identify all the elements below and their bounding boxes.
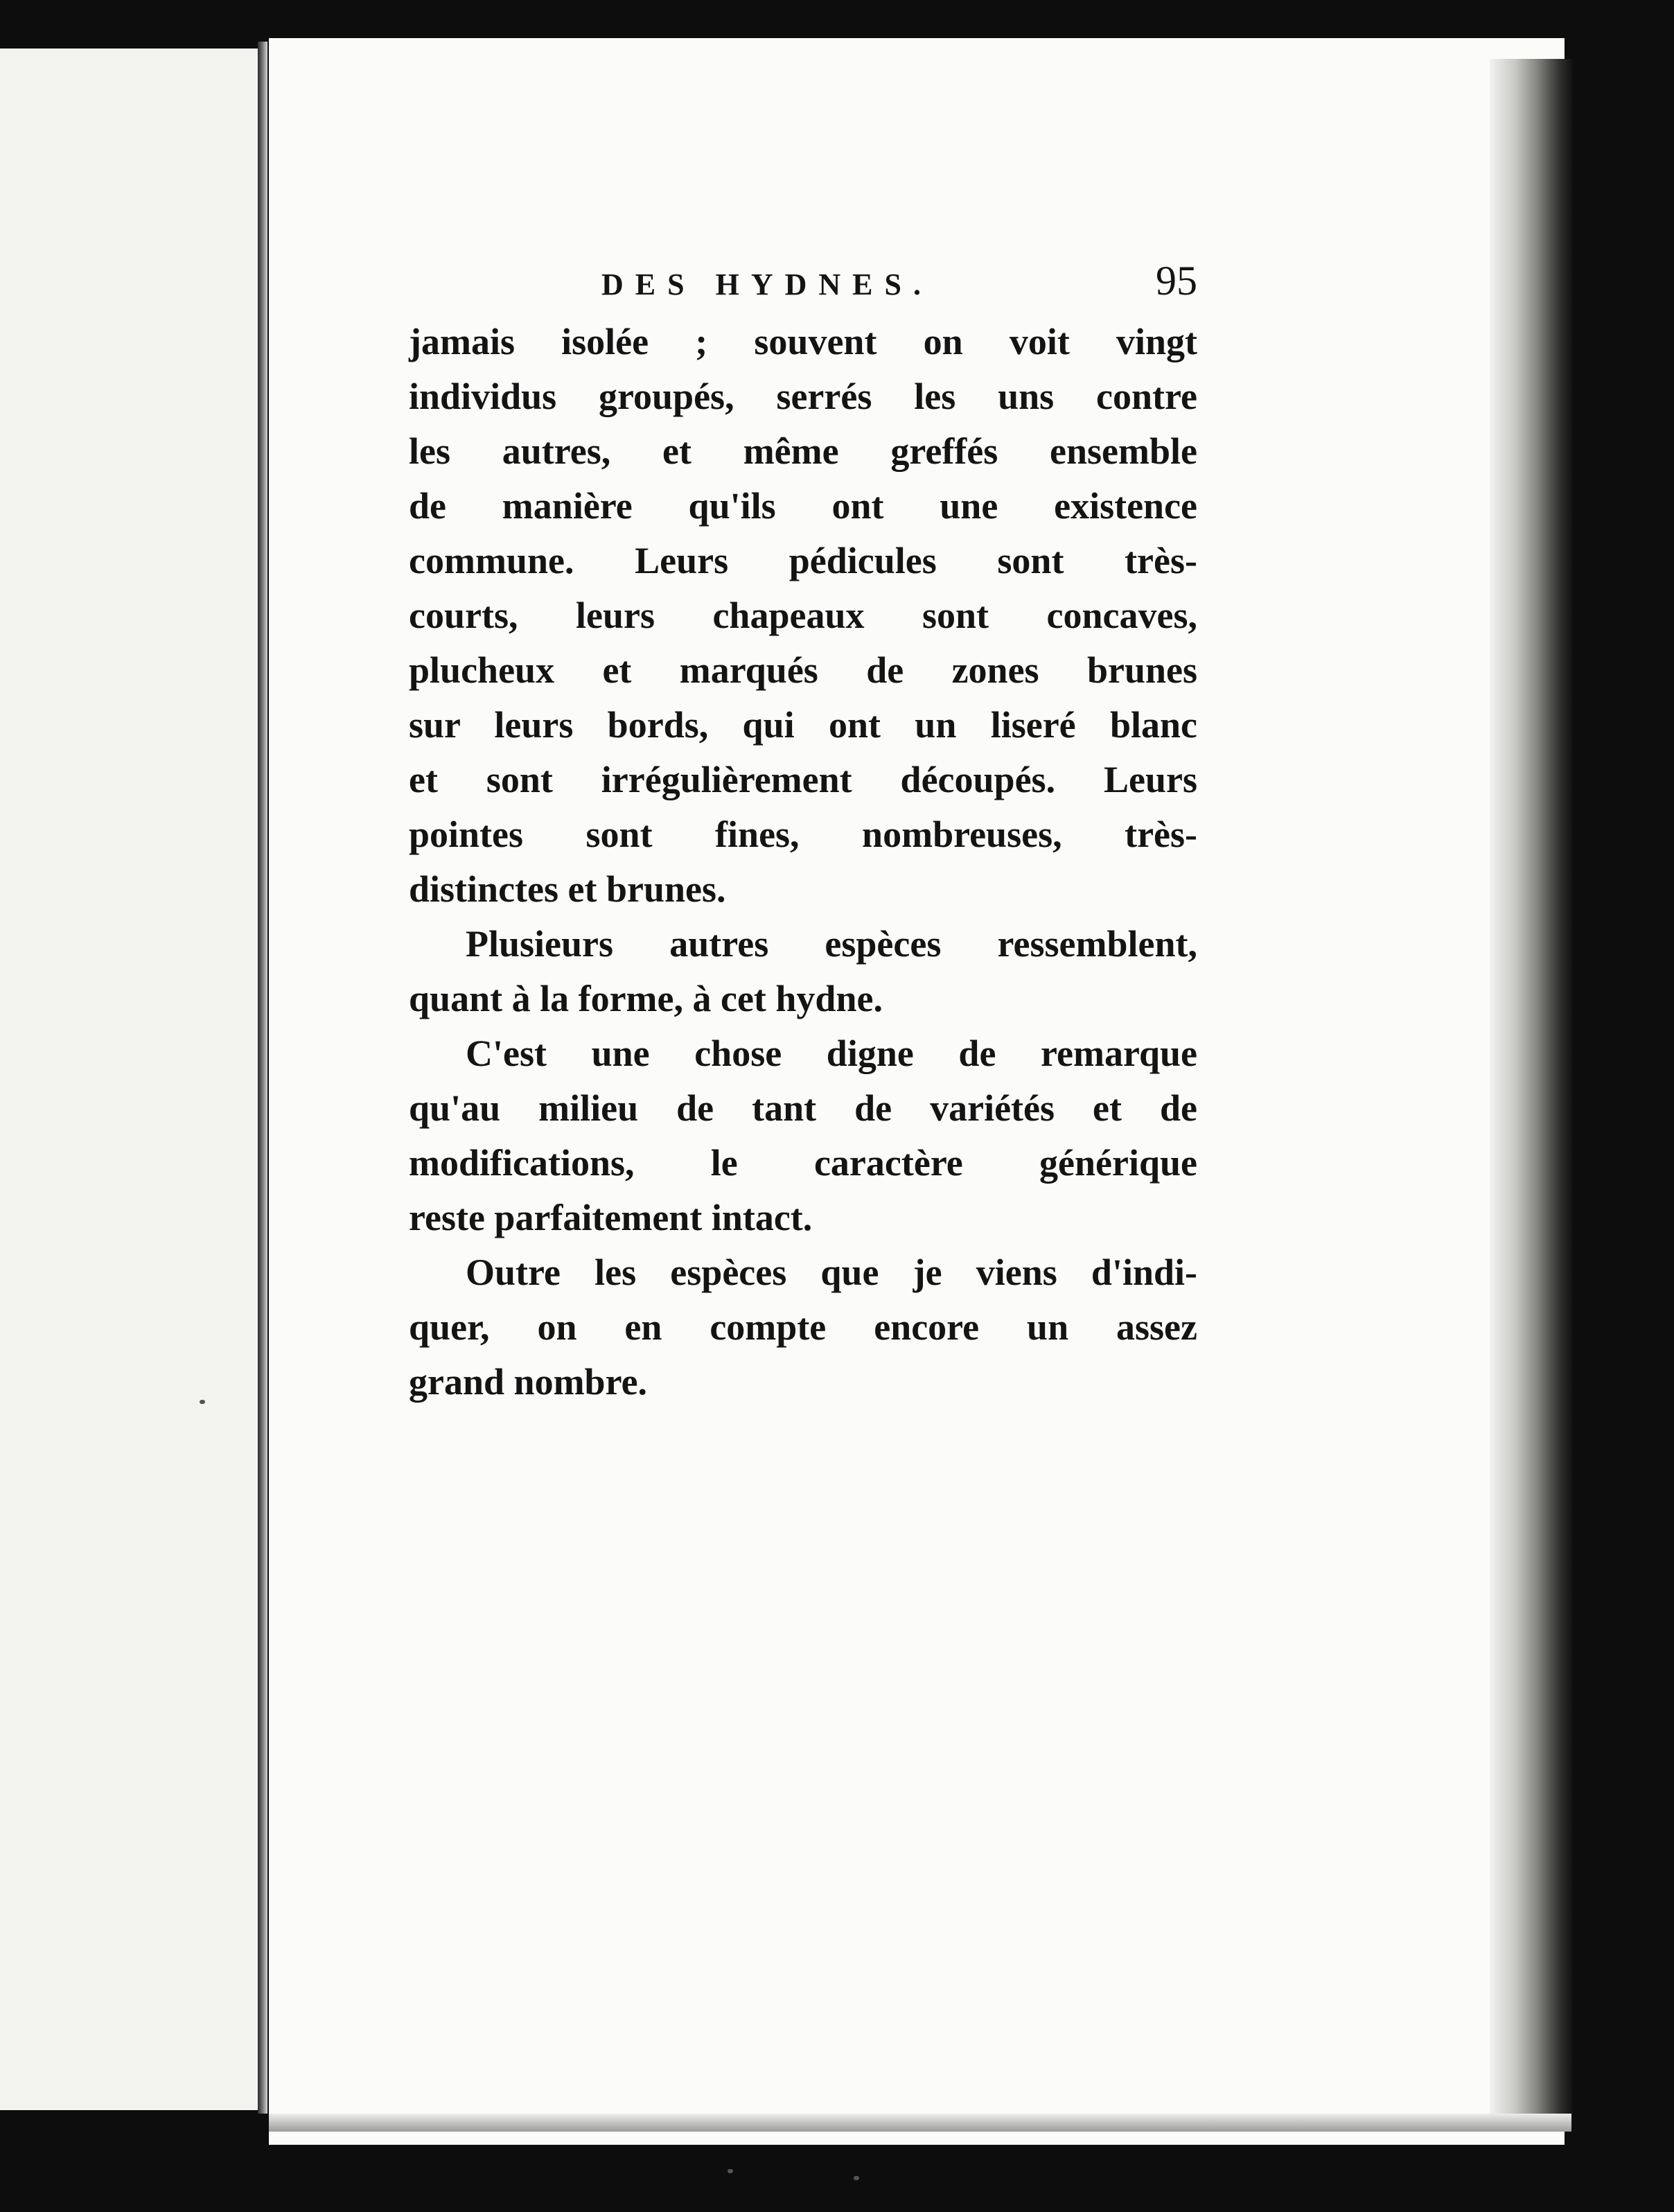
page-edge-shadow bbox=[1490, 59, 1573, 2127]
text-line: plucheux et marqués de zones brunes bbox=[409, 649, 1197, 691]
body-text bbox=[409, 315, 1197, 1410]
text-line: grand nombre. bbox=[409, 1361, 648, 1403]
scan-speck bbox=[728, 2169, 733, 2173]
paragraph-first-line: Plusieurs autres espèces ressemblent, bbox=[466, 923, 1197, 965]
text-line: de manière qu'ils ont une existence bbox=[409, 485, 1197, 527]
book-gutter bbox=[258, 42, 267, 2114]
scan-speck bbox=[854, 2176, 859, 2180]
running-head bbox=[407, 258, 1197, 317]
page-bottom-shadow bbox=[269, 2114, 1571, 2132]
text-line: et sont irrégulièrement découpés. Leurs bbox=[409, 759, 1197, 800]
text-line: modifications, le caractère générique bbox=[409, 1142, 1197, 1184]
text-line: jamais isolée ; souvent on voit vingt bbox=[409, 321, 1197, 362]
text-line: pointes sont fines, nombreuses, très- bbox=[409, 814, 1197, 855]
text-line: quant à la forme, à cet hydne. bbox=[409, 978, 883, 1019]
paragraph-first-line: C'est une chose digne de remarque bbox=[466, 1033, 1197, 1074]
page-number: 95 bbox=[1156, 258, 1197, 304]
left-facing-page bbox=[0, 49, 263, 2110]
text-line: sur leurs bords, qui ont un liseré blanc bbox=[409, 704, 1197, 746]
text-line: courts, leurs chapeaux sont concaves, bbox=[409, 595, 1197, 636]
text-line: individus groupés, serrés les uns contre bbox=[409, 376, 1197, 417]
scan-speck bbox=[200, 1400, 205, 1404]
text-line: commune. Leurs pédicules sont très- bbox=[409, 540, 1197, 581]
text-line: les autres, et même greffés ensemble bbox=[409, 430, 1197, 472]
text-line: distinctes et brunes. bbox=[409, 868, 726, 910]
running-title: DES HYDNES. bbox=[601, 267, 933, 301]
text-line: quer, on en compte encore un assez bbox=[409, 1306, 1197, 1348]
text-line: reste parfaitement intact. bbox=[409, 1197, 813, 1238]
paragraph-first-line: Outre les espèces que je viens d'indi- bbox=[466, 1252, 1197, 1293]
text-line: qu'au milieu de tant de variétés et de bbox=[409, 1087, 1197, 1129]
